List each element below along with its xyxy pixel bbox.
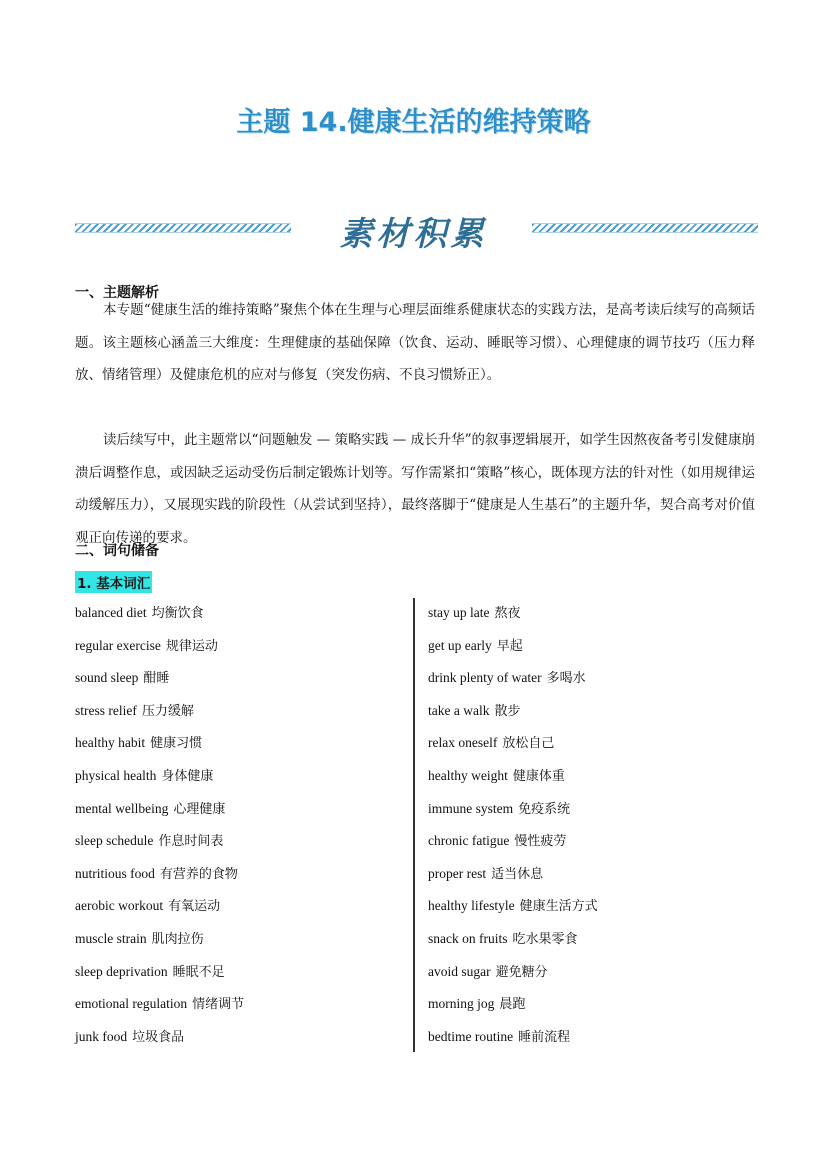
vocabulary-english: chronic fatigue bbox=[428, 833, 510, 849]
vocabulary-item bbox=[428, 1021, 598, 1054]
vocabulary-chinese: 情绪调节 bbox=[192, 997, 245, 1013]
column-divider bbox=[413, 598, 415, 1052]
vocabulary-item bbox=[75, 760, 244, 793]
paragraph-intro: 本专题“健康生活的维持策略”聚焦个体在生理与心理层面维系健康状态的实践方法，是高考读后续写的高频话题。该主题核心涵盖三大维度：生理健康的基础保障（饮食、运动、睡眠等习惯）、心理健康的调节技巧（压力释放、情绪管理）及健康危机的应对与修复（突发伤病、不良习惯矫正）。 bbox=[75, 302, 755, 383]
vocabulary-chinese: 有氧运动 bbox=[168, 899, 221, 915]
vocabulary-english: junk food bbox=[75, 1028, 128, 1044]
vocabulary-chinese: 免疫系统 bbox=[518, 801, 571, 817]
vocabulary-english: snack on fruits bbox=[428, 930, 508, 946]
vocabulary-item bbox=[428, 825, 598, 858]
section-banner: 素材积累 bbox=[339, 214, 488, 253]
vocabulary-list-right bbox=[428, 597, 598, 1053]
vocabulary-english: relax oneself bbox=[428, 735, 498, 751]
vocabulary-english: drink plenty of water bbox=[428, 670, 542, 686]
vocabulary-english: stress relief bbox=[75, 702, 137, 718]
vocabulary-item bbox=[75, 597, 244, 630]
vocabulary-english: healthy lifestyle bbox=[428, 898, 515, 914]
vocabulary-chinese: 有营养的食物 bbox=[159, 866, 238, 882]
vocabulary-item bbox=[75, 662, 244, 695]
vocabulary-item bbox=[75, 695, 244, 728]
vocabulary-chinese: 心理健康 bbox=[173, 801, 226, 817]
vocabulary-english: sound sleep bbox=[75, 670, 139, 686]
vocabulary-chinese: 肌肉拉伤 bbox=[151, 931, 204, 947]
vocabulary-english: take a walk bbox=[428, 702, 490, 718]
vocabulary-english: balanced diet bbox=[75, 605, 147, 620]
vocabulary-chinese: 散步 bbox=[494, 703, 521, 719]
vocabulary-english: proper rest bbox=[428, 865, 487, 881]
vocabulary-chinese: 慢性疲劳 bbox=[514, 834, 567, 850]
vocabulary-item bbox=[75, 630, 244, 663]
vocabulary-item bbox=[75, 890, 244, 923]
vocabulary-chinese: 健康体重 bbox=[512, 768, 565, 784]
vocabulary-item bbox=[75, 956, 244, 989]
vocabulary-english: physical health bbox=[75, 767, 157, 783]
vocabulary-chinese: 作息时间表 bbox=[158, 834, 224, 850]
vocabulary-item bbox=[75, 825, 244, 858]
vocabulary-english: bedtime routine bbox=[428, 1028, 514, 1044]
vocabulary-item bbox=[428, 793, 598, 826]
vocabulary-english: aerobic workout bbox=[75, 898, 164, 914]
vocabulary-english: nutritious food bbox=[75, 865, 155, 881]
vocabulary-english: immune system bbox=[428, 800, 514, 816]
vocabulary-english: muscle strain bbox=[75, 930, 147, 946]
vocabulary-chinese: 健康习惯 bbox=[150, 736, 203, 752]
vocabulary-chinese: 规律运动 bbox=[165, 638, 218, 654]
vocabulary-chinese: 身体健康 bbox=[161, 768, 214, 784]
vocabulary-chinese: 睡眠不足 bbox=[172, 964, 225, 980]
subheading-basic-vocabulary: 1. 基本词汇 bbox=[75, 571, 152, 593]
vocabulary-english: healthy weight bbox=[428, 767, 508, 783]
vocabulary-chinese: 晨跑 bbox=[499, 997, 526, 1013]
vocabulary-chinese: 熬夜 bbox=[494, 606, 521, 621]
vocabulary-item bbox=[75, 1021, 244, 1054]
section-heading-vocabulary: 二、词句储备 bbox=[75, 543, 159, 559]
vocabulary-english: morning jog bbox=[428, 996, 495, 1012]
vocabulary-chinese: 早起 bbox=[496, 638, 523, 654]
vocabulary-item bbox=[428, 630, 598, 663]
vocabulary-item bbox=[428, 890, 598, 923]
vocabulary-item bbox=[75, 923, 244, 956]
vocabulary-chinese: 睡前流程 bbox=[518, 1029, 571, 1045]
vocabulary-chinese: 避免糖分 bbox=[495, 964, 548, 980]
vocabulary-english: emotional regulation bbox=[75, 996, 188, 1012]
vocabulary-english: regular exercise bbox=[75, 637, 161, 653]
vocabulary-list-left bbox=[75, 597, 244, 1053]
vocabulary-item bbox=[428, 662, 598, 695]
vocabulary-chinese: 酣睡 bbox=[143, 671, 170, 687]
banner-stripe-right bbox=[532, 223, 758, 233]
vocabulary-chinese: 多喝水 bbox=[546, 671, 586, 687]
vocabulary-chinese: 吃水果零食 bbox=[512, 931, 578, 947]
vocabulary-english: healthy habit bbox=[75, 735, 146, 751]
paragraph-writing-guide: 读后续写中，此主题常以“问题触发 — 策略实践 — 成长升华”的叙事逻辑展开，如学生因熬夜备考引发健康崩溃后调整作息，或因缺乏运动受伤后制定锻炼计划等。写作需紧扣“策略”核心，既体现方法的针对性（如用规律运动缓解压力），又展现实践的阶段性（从尝试到坚持），最终落脚于“健康是人生基石”的主题升华，契合高考对价值观正向传递的要求。 bbox=[75, 432, 755, 546]
vocabulary-item bbox=[75, 988, 244, 1021]
vocabulary-chinese: 压力缓解 bbox=[141, 703, 194, 719]
vocabulary-english: get up early bbox=[428, 637, 492, 653]
vocabulary-english: sleep schedule bbox=[75, 833, 154, 849]
vocabulary-item bbox=[428, 695, 598, 728]
vocabulary-english: sleep deprivation bbox=[75, 963, 168, 979]
vocabulary-item bbox=[428, 727, 598, 760]
vocabulary-item bbox=[75, 727, 244, 760]
vocabulary-chinese: 均衡饮食 bbox=[151, 606, 204, 621]
vocabulary-item bbox=[75, 858, 244, 891]
vocabulary-chinese: 放松自己 bbox=[502, 736, 555, 752]
vocabulary-item bbox=[428, 597, 598, 630]
section-heading-topic-analysis: 一、主题解析 bbox=[75, 285, 159, 301]
vocabulary-item bbox=[428, 858, 598, 891]
vocabulary-item bbox=[428, 923, 598, 956]
vocabulary-chinese: 垃圾食品 bbox=[132, 1029, 185, 1045]
vocabulary-item bbox=[428, 988, 598, 1021]
page-title: 主题 14.健康生活的维持策略 bbox=[236, 107, 591, 138]
vocabulary-item bbox=[428, 760, 598, 793]
vocabulary-english: mental wellbeing bbox=[75, 800, 169, 816]
vocabulary-chinese: 适当休息 bbox=[491, 866, 544, 882]
vocabulary-english: avoid sugar bbox=[428, 963, 491, 979]
vocabulary-english: stay up late bbox=[428, 605, 490, 620]
vocabulary-chinese: 健康生活方式 bbox=[519, 899, 598, 915]
vocabulary-item bbox=[75, 793, 244, 826]
vocabulary-item bbox=[428, 956, 598, 989]
